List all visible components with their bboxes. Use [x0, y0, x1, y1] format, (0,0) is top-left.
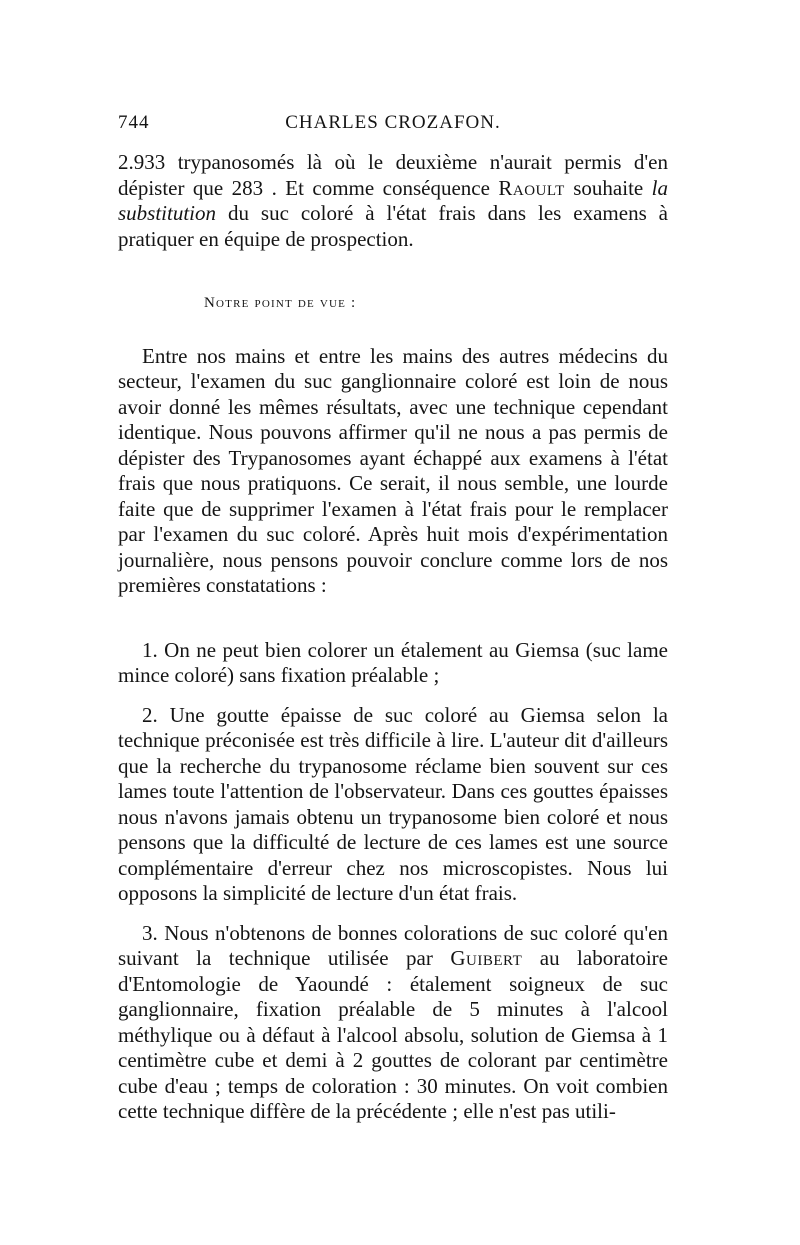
author-name-guibert: Guibert — [450, 946, 523, 970]
point-3-text-end: au laboratoire d'Entomologie de Yaoundé : étalement soigneux de suc ganglionnaire, fixation préalable de 5 minutes à l'alcool méthylique ou à défaut à l'alcool absolu, solution de Giemsa à 1 centimètre cube et demi à 2 gouttes de colorant par centimètre cube d'eau ; temps de coloration : 30 minutes. On voit combien cette technique diffère de la précédente ; elle n'est pas utili- — [118, 946, 668, 1123]
intro-paragraph — [118, 150, 668, 252]
numbered-point-1: 1. On ne peut bien colorer un étalement au Giemsa (suc lame mince coloré) sans fixation préalable ; — [118, 637, 668, 687]
point-3-text-start: 3. Nous n'obtenons de bonnes colorations de suc coloré qu'en suivant la technique utilisée par — [118, 920, 668, 970]
section-heading: Notre point de vue : — [204, 295, 357, 311]
book-page — [118, 112, 668, 1142]
body-paragraph: Entre nos mains et entre les mains des autres médecins du secteur, l'examen du suc ganglionnaire coloré est loin de nous avoir donné les mêmes résultats, avec une technique cependant identique. Nous pouvons affirmer qu'il ne nous a pas permis de dépister des Trypanosomes ayant échappé aux examens à l'état frais que nous pratiquons. Ce serait, il nous semble, une lourde faite que de supprimer l'examen à l'état frais pour le remplacer par l'examen du suc coloré. Après huit mois d'expérimentation journalière, nous pensons pouvoir conclure comme lors de nos premières constatations : — [118, 343, 668, 597]
numbered-point-2: 2. Une goutte épaisse de suc coloré au Giemsa selon la technique préconisée est très difficile à lire. L'auteur dit d'ailleurs que la recherche du trypanosome réclame bien souvent sur ces lames toute l'attention de l'observateur. Dans ces gouttes épaisses nous n'avons jamais obtenu un trypanosome bien coloré et nous pensons que la difficulté de lecture de ces lames est une source complémentaire d'erreur chez nos microscopistes. Nous lui opposons la simplicité de lecture d'un état frais. — [118, 702, 668, 905]
page-number: 744 — [118, 112, 150, 133]
author-name-raoult: Raoult — [498, 175, 565, 200]
numbered-point-3 — [118, 921, 668, 1125]
intro-text-start: 2.933 trypanosomés là où le deuxième n'aurait permis d'en dépister que 283 . Et comme conséquence — [118, 150, 668, 200]
intro-emphasis: la substitution — [118, 175, 669, 225]
running-title: CHARLES CROZAFON. — [285, 112, 501, 133]
intro-text-end: du suc coloré à l'état frais dans les examens à pratiquer en équipe de prospection. — [118, 201, 668, 251]
intro-text-middle: souhaite — [564, 175, 652, 200]
running-head — [118, 112, 668, 142]
